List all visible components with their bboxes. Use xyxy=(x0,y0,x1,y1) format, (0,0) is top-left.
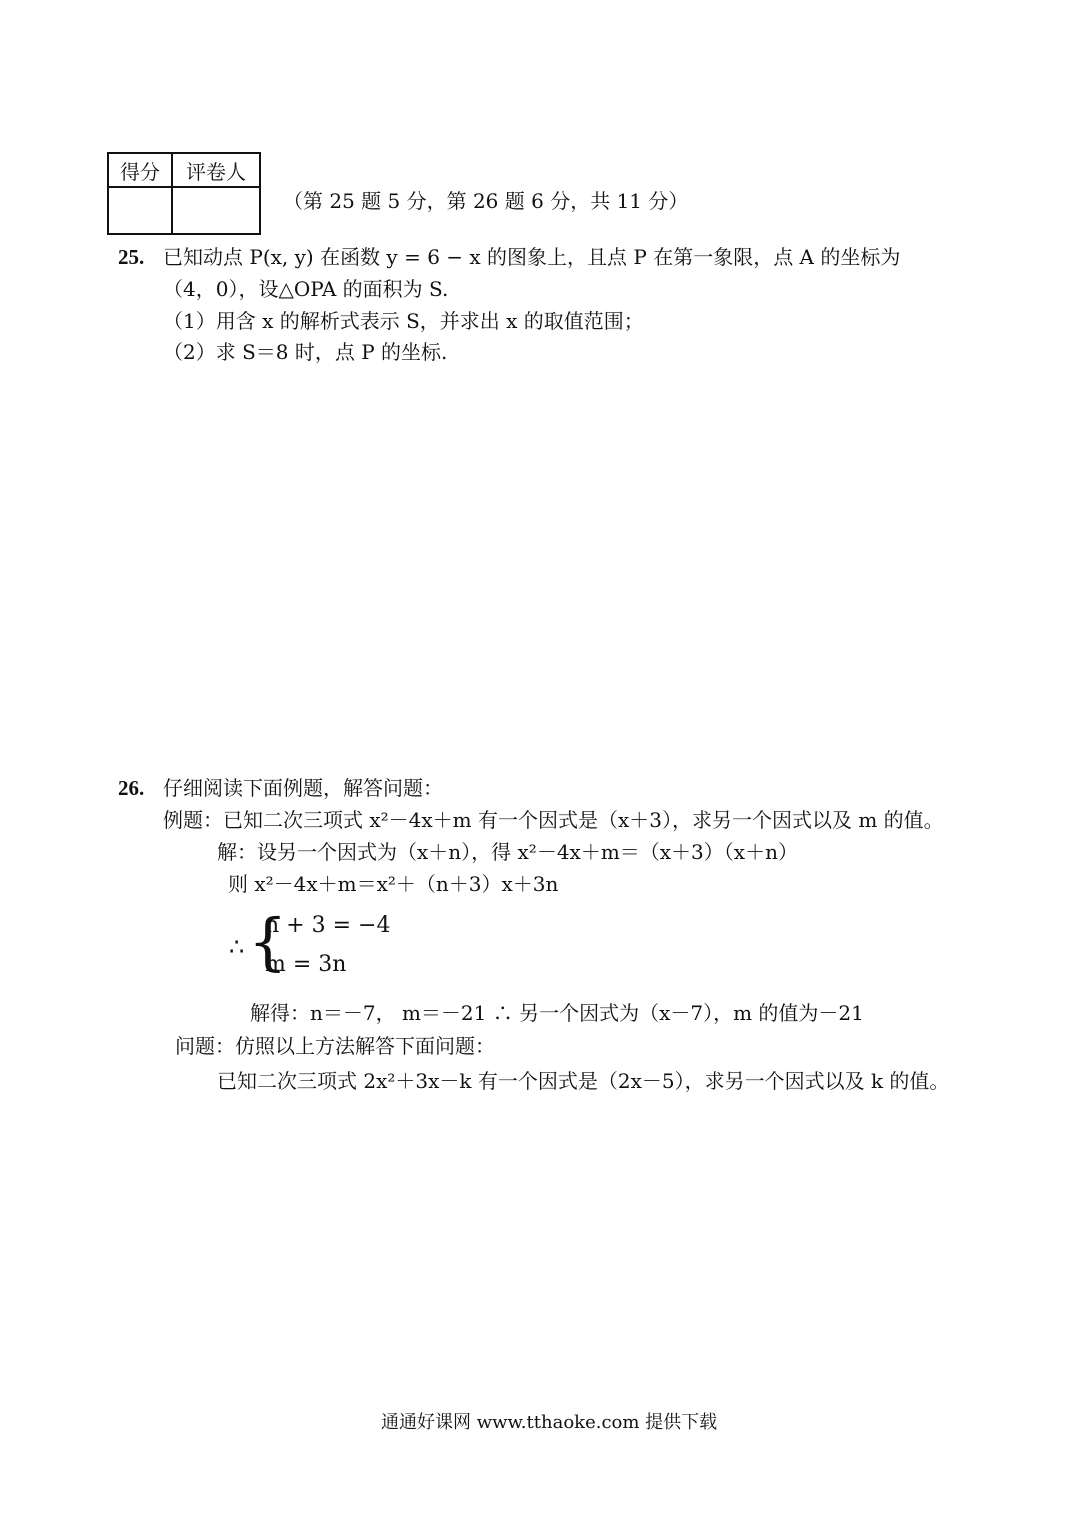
section-note: （第 25 题 5 分，第 26 题 6 分，共 11 分） xyxy=(283,189,689,213)
system-brace: { xyxy=(248,905,288,978)
score-header: 得分 xyxy=(108,153,172,187)
q25-stem-line1: 已知动点 P(x, y) 在函数 y = 6 − x 的图象上，且点 P 在第一象限，点 A 的坐标为 xyxy=(163,245,901,269)
q26-solution-line1: 解：设另一个因式为（x＋n），得 x²－4x＋m＝（x＋3）（x＋n） xyxy=(217,840,798,864)
q25-part1: （1）用含 x 的解析式表示 S，并求出 x 的取值范围； xyxy=(163,309,644,333)
q26-problem-label: 问题：仿照以上方法解答下面问题： xyxy=(175,1034,495,1058)
q26-intro: 仔细阅读下面例题，解答问题： xyxy=(163,776,443,800)
system-eq2: m = 3n xyxy=(265,952,347,977)
q25-part2: （2）求 S＝8 时，点 P 的坐标. xyxy=(163,340,448,364)
score-table xyxy=(107,152,261,235)
grader-cell xyxy=(172,187,260,234)
q26-result: 解得：n＝－7， m＝－21 ∴ 另一个因式为（x－7），m 的值为－21 xyxy=(250,1001,864,1025)
score-cell xyxy=(108,187,172,234)
q25-stem-line2: （4，0），设△OPA 的面积为 S. xyxy=(163,277,449,301)
therefore-symbol: ∴ xyxy=(229,933,245,961)
q25-number: 25. xyxy=(118,245,145,269)
q26-problem: 已知二次三项式 2x²＋3x－k 有一个因式是（2x－5），求另一个因式以及 k 的值。 xyxy=(217,1069,950,1093)
q26-number: 26. xyxy=(118,776,145,800)
system-eq1: n + 3 = −4 xyxy=(265,913,391,938)
q26-example: 例题：已知二次三项式 x²－4x＋m 有一个因式是（x＋3），求另一个因式以及 m 的值。 xyxy=(163,808,944,832)
page-footer: 通通好课网 www.tthaoke.com 提供下载 xyxy=(381,1412,718,1433)
q26-solution-line2: 则 x²－4x＋m＝x²＋（n＋3）x＋3n xyxy=(228,872,559,896)
grader-header: 评卷人 xyxy=(172,153,260,187)
